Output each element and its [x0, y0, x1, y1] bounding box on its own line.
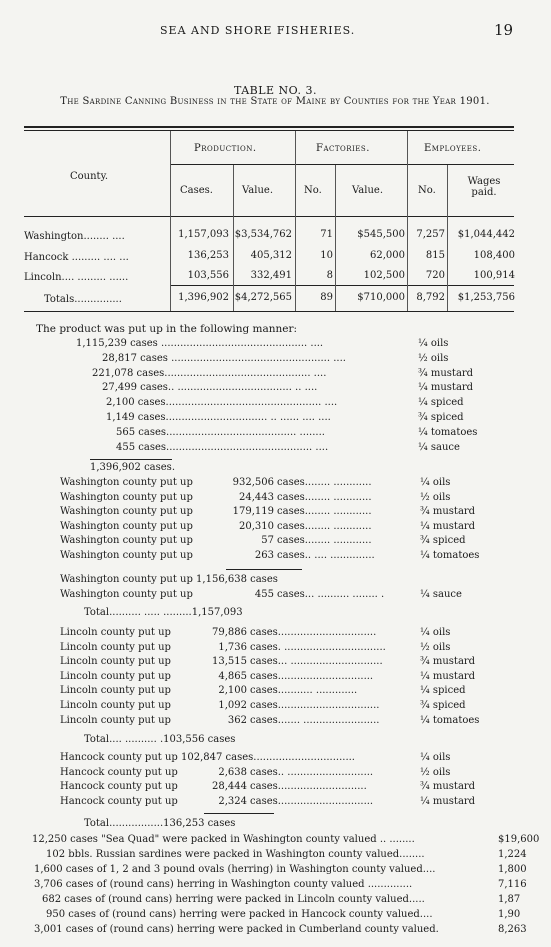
total-cases: 1,396,902: [178, 292, 229, 303]
vline-1: [170, 131, 171, 311]
lincoln-total: Total.... .......... .103,556 cases: [84, 734, 236, 745]
value-cell: $3,534,762: [234, 229, 292, 240]
product-style: ¼ tomatoes: [420, 550, 480, 561]
leader-dots: cases........ ............: [277, 520, 372, 532]
employee-no-cell: 720: [425, 270, 445, 281]
total-factory-value: $710,000: [357, 292, 405, 303]
product-intro: The product was put up in the following manner:: [36, 323, 298, 335]
note-value: 7,116: [498, 879, 527, 890]
col-wages: Wages paid.: [467, 176, 501, 198]
header-title: SEA AND SHORE FISHERIES.: [160, 24, 356, 37]
vline-5: [407, 131, 408, 311]
product-style: ¾ mustard: [418, 367, 474, 379]
note-text: 950 cases of (round cans) herring were packed in Hancock county valued....: [46, 909, 433, 920]
county-label: Lincoln county put up: [60, 685, 171, 697]
col-cases: Cases.: [180, 185, 213, 196]
product-style: ½ oils: [420, 641, 451, 653]
cases-cell: 1,157,093: [178, 229, 229, 240]
col-employee-no: No.: [418, 185, 436, 196]
factory-no-cell: 10: [320, 250, 333, 261]
county-label: Hancock county put up: [60, 766, 178, 778]
total-wages: $1,253,756: [457, 292, 515, 303]
product-style: ¼ sauce: [420, 588, 462, 600]
leader-dots: cases........... .............: [250, 685, 358, 697]
leader-dots: cases....... ........................: [250, 714, 380, 726]
table-top-rule-2: [24, 130, 514, 131]
hancock-rule: [204, 813, 274, 814]
hancock-total: Total.................136,253 cases: [84, 818, 236, 829]
case-count: 932,506: [232, 477, 274, 488]
product-count: 2,100 cases................................................. ....: [106, 397, 338, 409]
total-employees: 8,792: [416, 292, 445, 303]
product-style: ¾ spiced: [420, 700, 466, 711]
factory-value-cell: 62,000: [370, 250, 405, 261]
product-style: ¼ tomatoes: [418, 426, 478, 438]
leader-dots: cases. ................................: [250, 641, 386, 653]
col-county-header: County.: [70, 171, 109, 182]
product-style: ½ oils: [418, 352, 449, 364]
product-count: 455 cases.............................................. ....: [116, 441, 329, 453]
total-factories: 89: [320, 292, 333, 303]
note-value: 8,263: [498, 924, 527, 935]
note-text: 3,706 cases of (round cans) herring in Washington county valued ..............: [34, 879, 413, 890]
leader-dots: cases... .............................: [250, 656, 383, 668]
product-style: ¼ mustard: [418, 382, 474, 394]
leader-dots: cases..............................: [250, 795, 374, 807]
county-label: Lincoln county put up: [60, 641, 171, 653]
cases-cell: 136,253: [187, 250, 229, 261]
product-style: ¼ tomatoes: [420, 714, 480, 726]
product-style: ¼ mustard: [420, 520, 476, 532]
note-text: 12,250 cases "Sea Quad" were packed in Washington county valued .. ........: [32, 834, 415, 845]
header-bottom-rule: [24, 216, 514, 217]
product-style: ¼ mustard: [420, 670, 476, 682]
case-count: 179,119: [232, 506, 274, 518]
product-style: ¼ oils: [420, 752, 451, 763]
leader-dots: cases.. ...........................: [250, 766, 374, 778]
leader-dots: cases................................: [250, 700, 380, 711]
employee-no-cell: 815: [425, 250, 445, 261]
group-employees: Employees.: [424, 143, 482, 154]
value-cell: 405,312: [250, 250, 292, 261]
county-label: Washington county put up 1,156,638 cases: [60, 574, 278, 585]
note-text: 3,001 cases of (round cans) herring were packed in Cumberland county valued.: [34, 924, 439, 935]
case-count: 24,443: [239, 491, 274, 503]
washington-rule: [226, 569, 302, 570]
county-cell: Hancock ......... .... ...: [24, 252, 129, 263]
leader-dots: cases........ ............: [277, 477, 372, 488]
note-text: 1,600 cases of 1, 2 and 3 pound ovals (herring) in Washington county valued....: [34, 864, 436, 875]
product-count: 1,149 cases................................ .. ...... .... ....: [106, 412, 331, 423]
county-cell: Washington........ ....: [24, 231, 125, 242]
leader-dots: cases........ ............: [277, 506, 372, 518]
table-top-rule: [24, 126, 514, 128]
county-label: Washington county put up: [60, 477, 193, 488]
wages-cell: 100,914: [473, 270, 515, 281]
col-value: Value.: [242, 185, 274, 196]
product-style: ¼ oils: [420, 477, 451, 488]
product-style: ¼ sauce: [418, 441, 460, 453]
note-text: 102 bbls. Russian sardines were packed in Washington county valued........: [46, 849, 425, 860]
factory-value-cell: 102,500: [363, 270, 405, 281]
product-style: ¾ mustard: [420, 656, 476, 668]
case-count: 1,092: [218, 700, 247, 711]
product-style: ¼ oils: [418, 338, 449, 349]
case-count: 455: [254, 588, 274, 600]
case-count: 79,886: [212, 627, 247, 638]
leader-dots: cases........ ............: [277, 491, 372, 503]
case-count: 4,865: [218, 670, 247, 682]
case-count: 263: [254, 550, 274, 561]
total-value: $4,272,565: [234, 292, 292, 303]
product-style: ¾ mustard: [420, 506, 476, 518]
note-value: 1,90: [498, 909, 521, 920]
product-style: ¼ spiced: [418, 397, 464, 409]
totals-label: Totals...............: [44, 294, 122, 305]
case-count: 13,515: [212, 656, 247, 668]
case-count: 2,324: [218, 795, 247, 807]
county-label: Washington county put up: [60, 535, 193, 547]
case-count: 1,736: [218, 641, 247, 653]
leader-dots: cases... .......... ........ .: [277, 588, 385, 600]
case-count: 362: [227, 714, 247, 726]
product-count: 1,115,239 cases .............................................. ....: [76, 338, 324, 349]
county-label: Hancock county put up 102,847 cases................................: [60, 752, 355, 763]
county-label: Hancock county put up: [60, 795, 178, 807]
wages-cell: 108,400: [473, 250, 515, 261]
col-factory-value: Value.: [352, 185, 384, 196]
group-production: Production.: [194, 143, 257, 154]
factory-value-cell: $545,500: [357, 229, 405, 240]
county-label: Lincoln county put up: [60, 656, 171, 668]
group-rule: [170, 164, 514, 165]
value-cell: 332,491: [250, 270, 292, 281]
note-value: $19,600: [498, 834, 540, 845]
county-label: Washington county put up: [60, 588, 193, 600]
product-style: ¼ mustard: [420, 795, 476, 807]
leader-dots: cases..............................: [250, 670, 374, 682]
product-style: ¾ spiced: [420, 535, 466, 547]
totals-rule: [170, 285, 514, 286]
factory-no-cell: 8: [326, 270, 333, 281]
product-count: 27,499 cases.. .................................... .. ....: [102, 382, 318, 394]
case-count: 28,444: [212, 781, 247, 793]
county-label: Lincoln county put up: [60, 627, 171, 638]
case-count: 20,310: [239, 520, 274, 532]
county-label: Washington county put up: [60, 506, 193, 518]
note-value: 1,800: [498, 864, 527, 875]
leader-dots: cases............................: [250, 781, 367, 793]
county-cell: Lincoln.... ......... ......: [24, 272, 129, 283]
col-factory-no: No.: [304, 185, 322, 196]
county-label: Washington county put up: [60, 520, 193, 532]
product-count: 221,078 cases.............................................. ....: [92, 367, 327, 379]
product-count: 565 cases......................................... ........: [116, 426, 325, 438]
table-bottom-rule: [24, 311, 514, 312]
product-style: ¾ spiced: [418, 412, 464, 423]
product-total: 1,396,902 cases.: [90, 462, 175, 473]
product-sum-rule: [90, 459, 172, 460]
note-value: 1,87: [498, 894, 521, 905]
product-style: ½ oils: [420, 491, 451, 503]
case-count: 2,100: [218, 685, 247, 697]
cases-cell: 103,556: [187, 270, 229, 281]
factory-no-cell: 71: [320, 229, 333, 240]
leader-dots: cases.. .... ..............: [277, 550, 375, 561]
case-count: 2,638: [218, 766, 247, 778]
vline-3: [295, 131, 296, 311]
product-count: 28,817 cases .................................................. ....: [102, 352, 346, 364]
group-factories: Factories.: [316, 143, 370, 154]
leader-dots: cases........ ............: [277, 535, 372, 547]
county-label: Hancock county put up: [60, 781, 178, 793]
leader-dots: cases...............................: [250, 627, 377, 638]
county-label: Washington county put up: [60, 550, 193, 561]
product-style: ¼ oils: [420, 627, 451, 638]
employee-no-cell: 7,257: [416, 229, 445, 240]
table-caption: The Sardine Canning Business in the State of Maine by Counties for the Year 1901.: [60, 96, 490, 107]
table-number: TABLE NO. 3.: [233, 84, 318, 97]
county-label: Lincoln county put up: [60, 700, 171, 711]
washington-total: Total.......... ..... .........1,157,093: [84, 607, 243, 618]
county-label: Washington county put up: [60, 491, 193, 503]
note-value: 1,224: [498, 849, 527, 860]
product-style: ¼ spiced: [420, 685, 466, 697]
page-number: 19: [494, 21, 514, 39]
product-style: ¾ mustard: [420, 781, 476, 793]
note-text: 682 cases of (round cans) herring were packed in Lincoln county valued.....: [42, 894, 425, 905]
wages-cell: $1,044,442: [457, 229, 515, 240]
product-style: ½ oils: [420, 766, 451, 778]
county-label: Lincoln county put up: [60, 670, 171, 682]
county-label: Lincoln county put up: [60, 714, 171, 726]
case-count: 57: [261, 535, 274, 547]
